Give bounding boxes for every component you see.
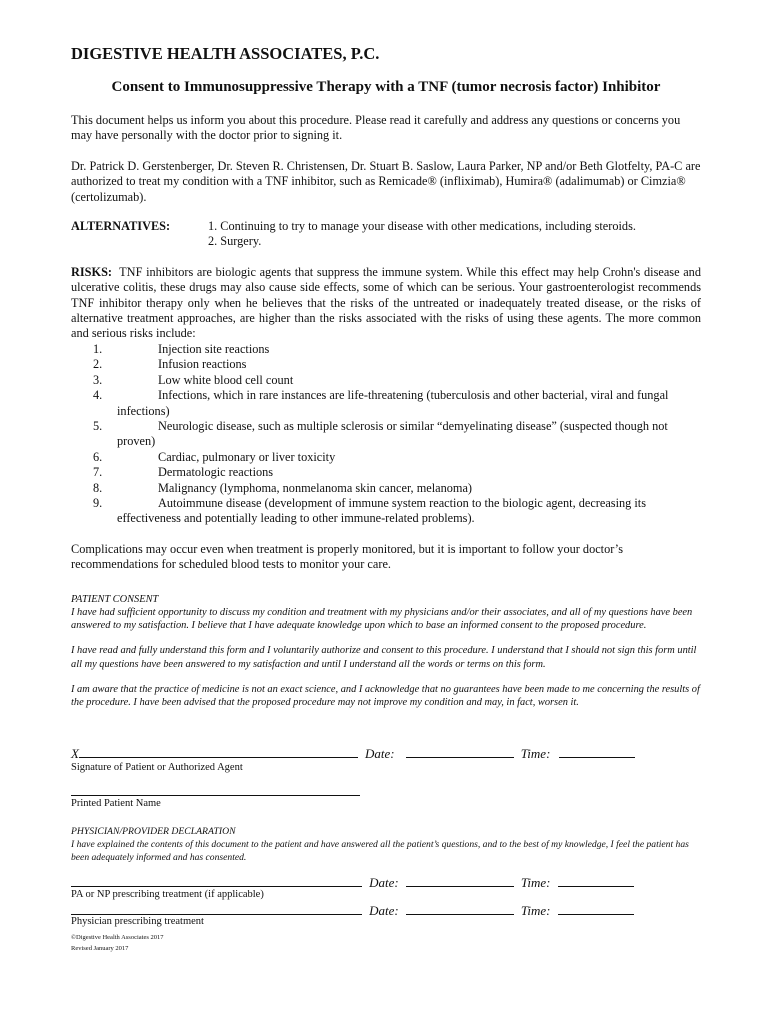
risk-item: 1. Injection site reactions xyxy=(93,341,270,356)
patient-consent-heading: PATIENT CONSENT xyxy=(71,593,159,605)
risk-item: 2. Infusion reactions xyxy=(93,357,247,372)
risks-label: RISKS: xyxy=(71,264,113,279)
physician-signature-field[interactable] xyxy=(71,902,362,915)
physician-declaration xyxy=(71,825,701,864)
pa-time-field[interactable] xyxy=(558,874,634,887)
time-label: Time: xyxy=(520,903,551,918)
printed-name-field[interactable] xyxy=(71,783,360,796)
pa-label: PA or NP prescribing treatment (if applicable) xyxy=(71,889,264,900)
risk-item: 4. Infections, which in rare instances are life-threatening (tuberculosis and other bacterial, viral and fungal infections) xyxy=(93,388,669,418)
risk-item: 3. Low white blood cell count xyxy=(93,372,294,387)
alternatives-list xyxy=(208,219,636,250)
copyright-text: ©Digestive Health Associates 2017 xyxy=(71,934,164,941)
printed-name-label: Printed Patient Name xyxy=(71,798,161,809)
consent-paragraph-2: I have read and fully understand this form and I voluntarily authorize and consent to this procedure. I understand that I should not sign this form until all my questions have been answered to my satisfaction and until I understand all the words or terms on this form. xyxy=(71,645,697,670)
intro-paragraph: This document helps us inform you about this procedure. Please read it carefully and address any questions or concerns you may have personally with the doctor prior to signing it. xyxy=(71,113,681,143)
patient-time-field[interactable] xyxy=(559,745,635,758)
revised-text: Revised January 2017 xyxy=(71,945,129,952)
patient-signature-row xyxy=(71,745,635,762)
patient-signature-field[interactable] xyxy=(79,745,358,758)
consent-document xyxy=(71,44,701,710)
date-label: Date: xyxy=(369,875,399,890)
physician-text: I have explained the contents of this document to the patient and have answered all the patient’s questions, and to the best of my knowledge, I feel the patient has been adequately informed and has consented. xyxy=(71,839,689,864)
risks-text: TNF inhibitors are biologic agents that suppress the immune system. While this effect may help Crohn's disease and ulcerative colitis, these drugs may also cause side effects, some of which can be serious. Your gastroenterologist recommends TNF inhibitor therapy only when he believes that the risks of the untreated or inadequately treated disease, or the risks of alternative treatment approaches, are higher than the risks associated with the risks of using these agents. The more common and serious risks include: xyxy=(71,264,701,341)
physician-heading: PHYSICIAN/PROVIDER DECLARATION xyxy=(71,826,236,837)
physician-time-field[interactable] xyxy=(558,902,634,915)
consent-paragraph-1: I have had sufficient opportunity to discuss my condition and treatment with my physicians and/or their associates, and all of my questions have been answered to my satisfaction. I believe that I have adequate knowledge upon which to base an informed consent to the proposed procedure. xyxy=(71,606,693,632)
signature-label: Signature of Patient or Authorized Agent xyxy=(71,762,243,773)
risks-list xyxy=(71,342,701,527)
consent-paragraph-3: I am aware that the practice of medicine is not an exact science, and I acknowledge that no guarantees have been made to me concerning the results of the procedure. I have been advised that the proposed procedure may not improve my condition and may, in fact, worsen it. xyxy=(71,684,700,709)
physician-label: Physician prescribing treatment xyxy=(71,916,204,927)
date-label: Date: xyxy=(365,746,395,761)
organization-name: DIGESTIVE HEALTH ASSOCIATES, P.C. xyxy=(71,44,380,63)
footer xyxy=(71,933,164,953)
risk-item: 6. Cardiac, pulmonary or liver toxicity xyxy=(93,449,336,464)
risk-item: 9. Autoimmune disease (development of immune system reaction to the biologic agent, decreasing its effectiveness and potentially leading to other immune-related problems). xyxy=(93,495,646,526)
risk-item: 7. Dermatologic reactions xyxy=(93,465,274,480)
signature-x-mark: X xyxy=(71,746,79,761)
risk-item: 8. Malignancy (lymphoma, nonmelanoma skin cancer, melanoma) xyxy=(93,480,473,495)
providers-paragraph: Dr. Patrick D. Gerstenberger, Dr. Steven R. Christensen, Dr. Stuart B. Saslow, Laura Parker, NP and/or Beth Glotfelty, PA-C are authorized to treat my condition with a TNF inhibitor, such as Remicade® (infliximab), Humira® (adalimumab) or Cimzia® (certolizumab). xyxy=(71,158,701,204)
alternative-item: 2. Surgery. xyxy=(208,234,262,249)
document-title: Consent to Immunosuppressive Therapy with a TNF (tumor necrosis factor) Inhibitor xyxy=(111,79,661,95)
risks-paragraph xyxy=(71,265,701,342)
pa-signature-field[interactable] xyxy=(71,874,362,887)
time-label: Time: xyxy=(520,746,551,761)
date-label: Date: xyxy=(369,903,399,918)
pa-date-field[interactable] xyxy=(406,874,514,887)
alternative-item: 1. Continuing to try to manage your disease with other medications, including steroids. xyxy=(208,219,636,234)
time-label: Time: xyxy=(520,875,551,890)
physician-date-field[interactable] xyxy=(406,902,514,915)
alternatives-section xyxy=(71,219,701,250)
alternatives-label: ALTERNATIVES: xyxy=(71,219,171,234)
patient-date-field[interactable] xyxy=(406,745,514,758)
complications-paragraph: Complications may occur even when treatment is properly monitored, but it is important to follow your doctor’s recommendations for scheduled blood tests to monitor your care. xyxy=(71,541,623,572)
risk-item: 5. Neurologic disease, such as multiple sclerosis or similar “demyelinating disease” (suspected though not proven) xyxy=(93,418,668,449)
